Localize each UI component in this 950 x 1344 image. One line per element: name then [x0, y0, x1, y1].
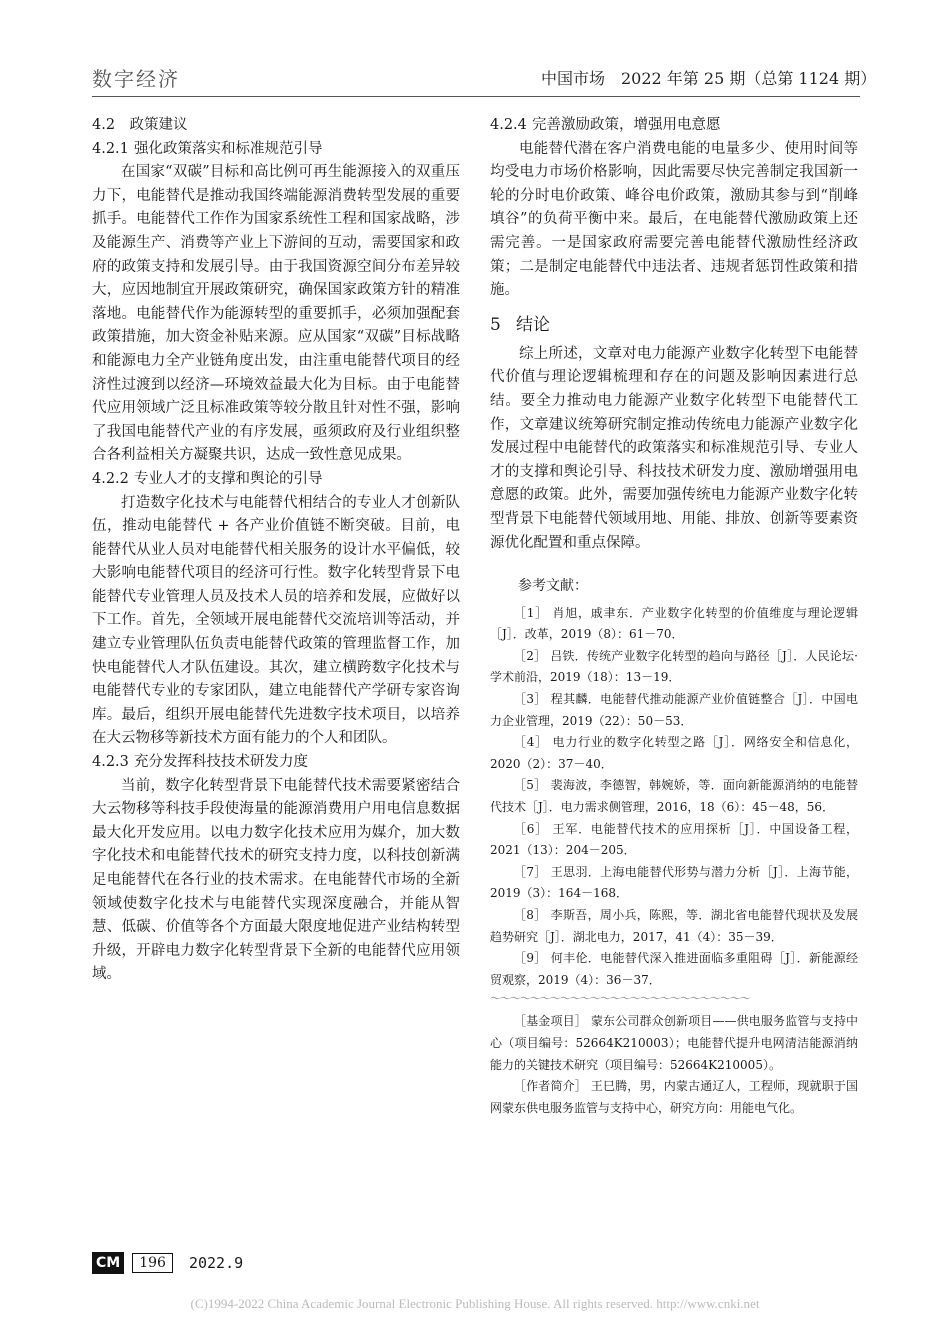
section-heading-4-2-3	[92, 751, 460, 775]
reference-item: ［4］ 电力行业的数字化转型之路［J］．网络安全和信息化，2020（2）：37－40．	[490, 735, 858, 771]
section-title: 充分发挥科技技术研发力度	[134, 754, 308, 771]
journal-section-label: 数字经济	[92, 67, 180, 91]
spacer	[490, 555, 858, 569]
section-title: 结论	[516, 314, 550, 335]
paragraph: 打造数字化技术与电能替代相结合的专业人才创新队伍，推动电能替代 + 各产业价值链不断突破。目前，电能替代从业人员对电能替代相关服务的设计水平偏低，较大影响电能替代项目的经济可行性。数字化转型背景下电能替代专业管理人员及技术人员的培养和发展，应做好以下工作。首先，全领域开展电能替代交流培训等活动，并建立专业管理队伍负责电能替代政策的管理监督工作，加快电能替代人才队伍建设。其次，建立横跨数字化技术与电能替代专业的专家团队，建立电能替代产学研专家咨询库。最后，组织开展电能替代先进数字技术项目，以培养在大云物移等新技术方面有能力的个人和团队。	[92, 494, 460, 747]
reference-item: ［8］ 李斯吾，周小兵，陈熙，等．湖北省电能替代现状及发展趋势研究［J］．湖北电力，2017，41（4）：35－39．	[490, 908, 858, 944]
header-rule	[92, 96, 860, 97]
section-number: 4.2.3	[92, 754, 129, 771]
section-number: 4.2.1	[92, 140, 129, 157]
section-heading-5	[490, 311, 858, 339]
right-column	[490, 114, 858, 1119]
references-title: 参考文献：	[518, 578, 588, 595]
reference-item: ［1］ 肖旭，戚聿东．产业数字化转型的价值维度与理论逻辑［J］．改革，2019（8）：61－70．	[490, 605, 858, 642]
reference-item: ［9］ 何丰伦．电能替代深入推进面临多重阻碍［J］．新能源经贸观察，2019（4）：36－37．	[490, 951, 858, 987]
section-number: 4.2.4	[490, 117, 527, 133]
reference-item: ［5］ 裴海波，李德智，韩婉娇，等．面向新能源消纳的电能替代技术［J］．电力需求侧管理，2016，18（6）：45－48，56．	[490, 778, 858, 815]
paragraph: 电能替代潜在客户消费电能的电量多少、使用时间等均受电力市场价格影响，因此需要尽快完善制定我国新一轮的分时电价政策、峰谷电价政策，激励其参与到“削峰填谷”的负荷平衡中来。最后，在电能替代激励政策上还需完善。一是国家政府需要完善电能替代激励性经济政策；二是制定电能替代中违法者、违规者惩罚性政策和措施。	[490, 140, 858, 299]
journal-issue-info: 中国市场 2022 年第 25 期（总第 1124 期）	[541, 69, 877, 88]
section-title: 完善激励政策，增强用电意愿	[532, 117, 721, 133]
section-heading-4-2-4	[490, 114, 858, 138]
section-heading-4-2: 4.2 政策建议	[92, 117, 188, 133]
copyright-watermark: (C)1994-2022 China Academic Journal Electronic Publishing House. All rights reserved. http://www.cnki.net	[190, 1296, 760, 1311]
journal-logo: CM	[92, 1252, 124, 1274]
page-number: 196	[132, 1253, 173, 1273]
section-title: 强化政策落实和标准规范引导	[134, 140, 323, 157]
author-note: ［作者简介］ 王巳腾，男，内蒙古通辽人，工程师，现就职于国网蒙东供电服务监管与支持中心，研究方向：用能电气化。	[490, 1079, 858, 1115]
page-footer	[92, 1252, 243, 1274]
wavy-divider: ～～～～～～～～～～～～～～～～～～～～～～～～～～	[490, 992, 750, 1006]
reference-item: ［3］ 程其麟．电能替代推动能源产业价值链整合［J］．中国电力企业管理，2019（22）：50－53．	[490, 692, 858, 728]
paragraph: 综上所述，文章对电力能源产业数字化转型下电能替代价值与理论逻辑梳理和存在的问题及影响因素进行总结。要全力推动电力能源产业数字化转型下电能替代工作，文章建议统筹研究制定推动传统电力能源产业数字化发展过程中电能替代的政策落实和标准规范引导、专业人才的支撑和舆论引导、科技技术研发力度、激励增强用电意愿的政策。此外，需要加强传统电力能源产业数字化转型背景下电能替代领域用地、用能、排放、创新等要素资源优化配置和重点保障。	[490, 345, 858, 551]
paragraph: 在国家“双碳”目标和高比例可再生能源接入的双重压力下，电能替代是推动我国终端能源消费转型发展的重要抓手。电能替代工作作为国家系统性工程和国家战略，涉及能源生产、消费等产业上下游间的互动，需要国家和政府的政策支持和发展引导。由于我国资源空间分布差异较大，应因地制宜开展政策研究，确保国家政策方针的精准落地。电能替代作为能源转型的重要抓手，必须加强配套政策措施，加大资金补贴来源。应从国家“双碳”目标战略和能源电力全产业链角度出发，由注重电能替代项目的经济性过渡到以经济—环境效益最大化为目标。由于电能替代应用领域广泛且标准政策等较分散且针对性不强，影响了我国电能替代产业的有序发展，亟须政府及行业组织整合各利益相关方凝聚共识，达成一致性意见成果。	[92, 164, 460, 464]
section-number: 5	[490, 314, 501, 335]
reference-item: ［7］ 王思羽．上海电能替代形势与潜力分析［J］．上海节能，2019（3）：164－168．	[490, 864, 858, 901]
section-heading-4-2-1	[92, 138, 460, 162]
paragraph: 当前，数字化转型背景下电能替代技术需要紧密结合大云物移等科技手段使海量的能源消费用户用电信息数据最大化开发应用。以电力数字化技术应用为媒介，加大数字化技术和电能替代技术的研究支持力度，以科技创新满足电能替代在各行业的技术需求。在电能替代市场的全新领域使数字化技术与电能替代实现深度融合，并能从智慧、低碳、价值等各个方面最大限度地促进产业结构转型升级，开辟电力数字化转型背景下全新的电能替代应用领域。	[92, 777, 460, 983]
section-number: 4.2.2	[92, 470, 129, 487]
section-title: 专业人才的支撑和舆论的引导	[134, 470, 323, 487]
section-heading-4-2-2	[92, 468, 460, 492]
reference-item: ［6］ 王军．电能替代技术的应用探析［J］．中国设备工程，2021（13）：204－205．	[490, 821, 858, 858]
fund-note: ［基金项目］ 蒙东公司群众创新项目——供电服务监管与支持中心（项目编号：52664K210003）；电能替代提升电网清洁能源消纳能力的关键技术研究（项目编号：52664K210005）。	[490, 1014, 858, 1072]
issue-date: 2022.9	[188, 1254, 244, 1272]
reference-item: ［2］ 吕铁．传统产业数字化转型的趋向与路径［J］．人民论坛·学术前沿，2019（18）：13－19．	[490, 648, 858, 685]
left-column	[92, 114, 460, 987]
